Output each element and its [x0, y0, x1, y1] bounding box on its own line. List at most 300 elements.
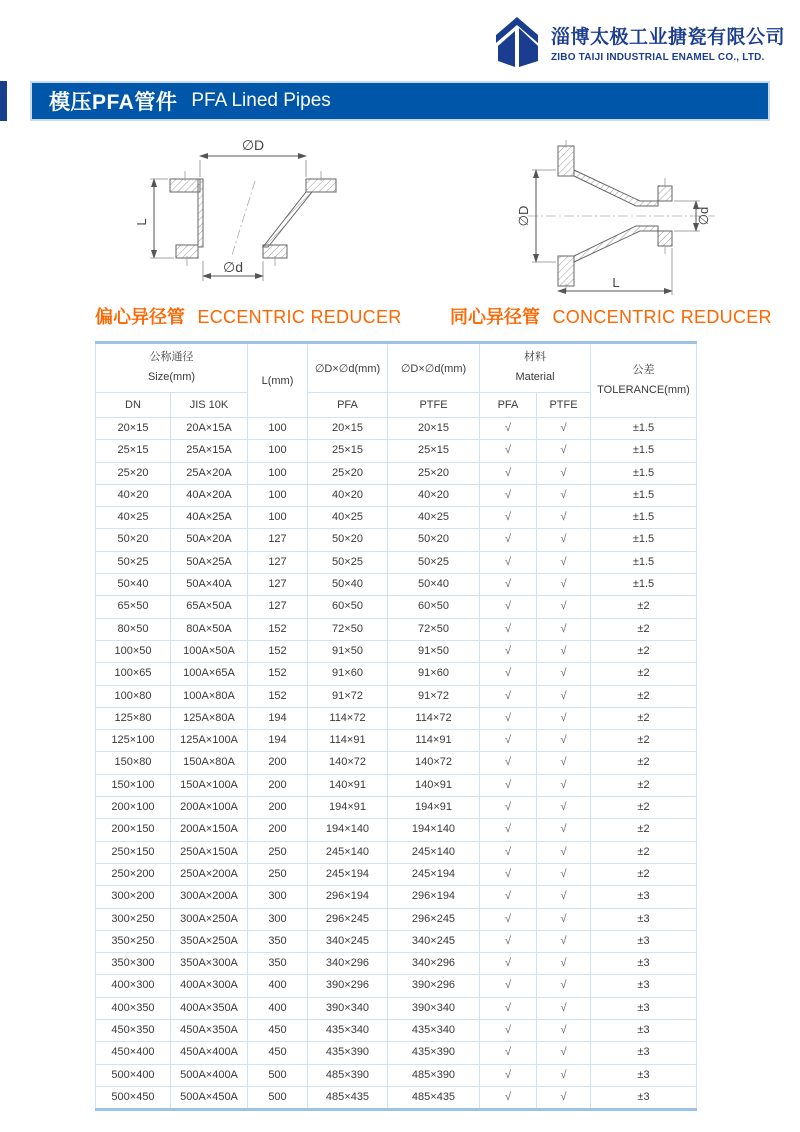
dim-label-od-small: ∅d [696, 206, 711, 226]
cell-mat-pfa: √ [480, 953, 537, 975]
cell-dn: 50×40 [96, 574, 171, 596]
cell-jis: 350A×300A [171, 953, 248, 975]
cell-mat-pfa: √ [480, 574, 537, 596]
cell-pfa-dim: 50×40 [308, 574, 388, 596]
cell-tolerance: ±3 [591, 953, 697, 975]
cell-l: 300 [248, 908, 308, 930]
cell-mat-ptfe: √ [537, 975, 591, 997]
table-row [96, 774, 697, 796]
cell-l: 300 [248, 886, 308, 908]
cell-jis: 250A×200A [171, 863, 248, 885]
cell-pfa-dim: 20×15 [308, 418, 388, 440]
table-row [96, 863, 697, 885]
cell-jis: 500A×450A [171, 1086, 248, 1109]
cell-mat-pfa: √ [480, 1020, 537, 1042]
cell-dn: 400×300 [96, 975, 171, 997]
cell-mat-ptfe: √ [537, 484, 591, 506]
table-row [96, 418, 697, 440]
page-title-en: PFA Lined Pipes [191, 90, 331, 111]
cell-mat-ptfe: √ [537, 863, 591, 885]
cell-dn: 300×200 [96, 886, 171, 908]
table-header-row-1 [96, 343, 697, 393]
cell-ptfe-dim: 340×296 [388, 953, 480, 975]
table-row [96, 752, 697, 774]
cell-tolerance: ±1.5 [591, 529, 697, 551]
cell-dn: 150×80 [96, 752, 171, 774]
cell-mat-ptfe: √ [537, 1086, 591, 1109]
cell-dn: 250×200 [96, 863, 171, 885]
cell-l: 194 [248, 730, 308, 752]
cell-dn: 250×150 [96, 841, 171, 863]
cell-mat-pfa: √ [480, 640, 537, 662]
cell-tolerance: ±3 [591, 886, 697, 908]
cell-dn: 150×100 [96, 774, 171, 796]
cell-pfa-dim: 435×340 [308, 1020, 388, 1042]
cell-mat-pfa: √ [480, 440, 537, 462]
table-row [96, 484, 697, 506]
cell-mat-ptfe: √ [537, 774, 591, 796]
cell-pfa-dim: 340×245 [308, 930, 388, 952]
cell-l: 450 [248, 1042, 308, 1064]
cell-tolerance: ±2 [591, 640, 697, 662]
header-pfa-sub: PFA [308, 393, 388, 418]
cell-tolerance: ±2 [591, 819, 697, 841]
cell-tolerance: ±3 [591, 997, 697, 1019]
table-row [96, 1086, 697, 1109]
cell-mat-ptfe: √ [537, 953, 591, 975]
cell-jis: 200A×150A [171, 819, 248, 841]
header-tolerance-en: TOLERANCE(mm) [597, 383, 690, 396]
cell-pfa-dim: 114×72 [308, 707, 388, 729]
header-l: L(mm) [248, 343, 308, 418]
cell-mat-ptfe: √ [537, 440, 591, 462]
cell-pfa-dim: 91×72 [308, 685, 388, 707]
cell-jis: 100A×50A [171, 640, 248, 662]
cell-mat-pfa: √ [480, 730, 537, 752]
cell-l: 127 [248, 529, 308, 551]
cell-tolerance: ±3 [591, 1042, 697, 1064]
cell-dn: 500×400 [96, 1064, 171, 1086]
cell-mat-pfa: √ [480, 930, 537, 952]
cell-jis: 50A×25A [171, 551, 248, 573]
cell-jis: 125A×80A [171, 707, 248, 729]
cell-l: 200 [248, 774, 308, 796]
page-title-cn: 模压PFA管件 [49, 91, 178, 114]
cell-pfa-dim: 296×194 [308, 886, 388, 908]
cell-pfa-dim: 140×72 [308, 752, 388, 774]
header-pfa-dim: ∅D×∅d(mm) [308, 343, 388, 393]
cell-tolerance: ±3 [591, 975, 697, 997]
cell-tolerance: ±1.5 [591, 462, 697, 484]
cell-mat-ptfe: √ [537, 886, 591, 908]
cell-ptfe-dim: 435×390 [388, 1042, 480, 1064]
cell-jis: 450A×400A [171, 1042, 248, 1064]
cell-mat-ptfe: √ [537, 797, 591, 819]
cell-jis: 25A×20A [171, 462, 248, 484]
table-row [96, 1064, 697, 1086]
cell-ptfe-dim: 50×40 [388, 574, 480, 596]
table-row [96, 707, 697, 729]
table-row [96, 440, 697, 462]
cell-ptfe-dim: 296×194 [388, 886, 480, 908]
cell-l: 400 [248, 997, 308, 1019]
cell-jis: 40A×25A [171, 507, 248, 529]
cell-l: 100 [248, 418, 308, 440]
cell-ptfe-dim: 435×340 [388, 1020, 480, 1042]
cell-dn: 20×15 [96, 418, 171, 440]
cell-dn: 100×50 [96, 640, 171, 662]
cell-pfa-dim: 390×340 [308, 997, 388, 1019]
cell-tolerance: ±2 [591, 707, 697, 729]
cell-l: 200 [248, 819, 308, 841]
cell-ptfe-dim: 485×390 [388, 1064, 480, 1086]
cell-pfa-dim: 60×50 [308, 596, 388, 618]
cell-jis: 50A×40A [171, 574, 248, 596]
cell-ptfe-dim: 296×245 [388, 908, 480, 930]
cell-jis: 250A×150A [171, 841, 248, 863]
cell-dn: 125×100 [96, 730, 171, 752]
table-row [96, 1042, 697, 1064]
cell-l: 500 [248, 1086, 308, 1109]
cell-pfa-dim: 485×435 [308, 1086, 388, 1109]
cell-ptfe-dim: 40×20 [388, 484, 480, 506]
cell-mat-pfa: √ [480, 1042, 537, 1064]
header-size-group [96, 343, 248, 393]
cell-tolerance: ±2 [591, 774, 697, 796]
cell-l: 127 [248, 551, 308, 573]
cell-tolerance: ±1.5 [591, 507, 697, 529]
cell-mat-ptfe: √ [537, 752, 591, 774]
cell-ptfe-dim: 91×50 [388, 640, 480, 662]
table-row [96, 953, 697, 975]
table-row [96, 663, 697, 685]
header-size-group-cn: 公称通径 [149, 351, 194, 364]
cell-tolerance: ±1.5 [591, 574, 697, 596]
cell-l: 152 [248, 685, 308, 707]
cell-ptfe-dim: 340×245 [388, 930, 480, 952]
cell-jis: 125A×100A [171, 730, 248, 752]
cell-pfa-dim: 485×390 [308, 1064, 388, 1086]
cell-pfa-dim: 435×390 [308, 1042, 388, 1064]
cell-mat-ptfe: √ [537, 730, 591, 752]
cell-mat-pfa: √ [480, 551, 537, 573]
cell-dn: 500×450 [96, 1086, 171, 1109]
cell-dn: 450×400 [96, 1042, 171, 1064]
cell-ptfe-dim: 91×72 [388, 685, 480, 707]
cell-dn: 100×65 [96, 663, 171, 685]
table-row [96, 975, 697, 997]
header-mat-pfa: PFA [480, 393, 537, 418]
cell-jis: 450A×350A [171, 1020, 248, 1042]
cell-mat-pfa: √ [480, 997, 537, 1019]
cell-mat-pfa: √ [480, 1064, 537, 1086]
concentric-caption [450, 303, 772, 329]
cell-jis: 150A×100A [171, 774, 248, 796]
cell-jis: 400A×350A [171, 997, 248, 1019]
cell-tolerance: ±2 [591, 863, 697, 885]
cell-ptfe-dim: 60×50 [388, 596, 480, 618]
cell-pfa-dim: 245×194 [308, 863, 388, 885]
cell-pfa-dim: 91×60 [308, 663, 388, 685]
cell-jis: 65A×50A [171, 596, 248, 618]
cell-l: 450 [248, 1020, 308, 1042]
cell-l: 200 [248, 797, 308, 819]
cell-mat-ptfe: √ [537, 841, 591, 863]
cell-mat-pfa: √ [480, 975, 537, 997]
cell-pfa-dim: 245×140 [308, 841, 388, 863]
cell-dn: 125×80 [96, 707, 171, 729]
table-row [96, 1020, 697, 1042]
eccentric-caption-en: ECCENTRIC REDUCER [197, 307, 402, 327]
cell-ptfe-dim: 194×140 [388, 819, 480, 841]
cell-mat-pfa: √ [480, 797, 537, 819]
concentric-caption-en: CONCENTRIC REDUCER [552, 307, 772, 327]
cell-mat-pfa: √ [480, 819, 537, 841]
cell-mat-pfa: √ [480, 863, 537, 885]
cell-dn: 25×15 [96, 440, 171, 462]
table-row [96, 730, 697, 752]
cell-mat-pfa: √ [480, 774, 537, 796]
cell-mat-pfa: √ [480, 507, 537, 529]
cell-jis: 40A×20A [171, 484, 248, 506]
dim-label-l: L [612, 275, 620, 290]
cell-mat-pfa: √ [480, 484, 537, 506]
cell-tolerance: ±2 [591, 618, 697, 640]
cell-dn: 400×350 [96, 997, 171, 1019]
cell-l: 100 [248, 484, 308, 506]
cell-ptfe-dim: 390×296 [388, 975, 480, 997]
cell-mat-ptfe: √ [537, 507, 591, 529]
header-size-group-en: Size(mm) [147, 371, 196, 383]
cell-pfa-dim: 40×20 [308, 484, 388, 506]
cell-mat-pfa: √ [480, 663, 537, 685]
cell-jis: 20A×15A [171, 418, 248, 440]
eccentric-caption [95, 303, 402, 329]
cell-mat-ptfe: √ [537, 930, 591, 952]
cell-ptfe-dim: 245×140 [388, 841, 480, 863]
cell-tolerance: ±2 [591, 596, 697, 618]
table-row [96, 908, 697, 930]
company-name-cn: 淄博太极工业搪瓷有限公司 [551, 26, 786, 48]
cell-mat-pfa: √ [480, 462, 537, 484]
concentric-caption-cn: 同心异径管 [450, 307, 540, 327]
cell-ptfe-dim: 194×91 [388, 797, 480, 819]
cell-ptfe-dim: 20×15 [388, 418, 480, 440]
cell-ptfe-dim: 140×72 [388, 752, 480, 774]
cell-ptfe-dim: 114×91 [388, 730, 480, 752]
cell-mat-ptfe: √ [537, 618, 591, 640]
cell-tolerance: ±3 [591, 908, 697, 930]
cell-jis: 80A×50A [171, 618, 248, 640]
header-jis: JIS 10K [171, 393, 248, 418]
cell-tolerance: ±1.5 [591, 551, 697, 573]
cell-jis: 150A×80A [171, 752, 248, 774]
cell-pfa-dim: 296×245 [308, 908, 388, 930]
cell-ptfe-dim: 245×194 [388, 863, 480, 885]
cell-jis: 100A×80A [171, 685, 248, 707]
cell-l: 100 [248, 440, 308, 462]
cell-tolerance: ±3 [591, 1020, 697, 1042]
table-row [96, 529, 697, 551]
cell-mat-ptfe: √ [537, 908, 591, 930]
cell-mat-ptfe: √ [537, 596, 591, 618]
cell-mat-pfa: √ [480, 886, 537, 908]
cell-pfa-dim: 140×91 [308, 774, 388, 796]
banner-left-tab [0, 81, 7, 121]
dim-label-od: ∅D [516, 205, 531, 227]
company-logo-icon [492, 15, 542, 69]
cell-pfa-dim: 25×20 [308, 462, 388, 484]
cell-pfa-dim: 40×25 [308, 507, 388, 529]
cell-pfa-dim: 72×50 [308, 618, 388, 640]
table-row [96, 551, 697, 573]
cell-l: 400 [248, 975, 308, 997]
concentric-reducer-drawing [500, 140, 750, 298]
cell-pfa-dim: 25×15 [308, 440, 388, 462]
company-name-en: ZIBO TAIJI INDUSTRIAL ENAMEL CO., LTD. [551, 51, 765, 63]
cell-l: 250 [248, 841, 308, 863]
header-ptfe-dim: ∅D×∅d(mm) [388, 343, 480, 393]
cell-mat-ptfe: √ [537, 640, 591, 662]
cell-ptfe-dim: 390×340 [388, 997, 480, 1019]
table-row [96, 574, 697, 596]
cell-mat-ptfe: √ [537, 685, 591, 707]
cell-ptfe-dim: 140×91 [388, 774, 480, 796]
header-mat-ptfe: PTFE [537, 393, 591, 418]
cell-l: 100 [248, 462, 308, 484]
cell-tolerance: ±2 [591, 797, 697, 819]
cell-l: 200 [248, 752, 308, 774]
cell-mat-pfa: √ [480, 685, 537, 707]
header-dn: DN [96, 393, 171, 418]
cell-dn: 65×50 [96, 596, 171, 618]
cell-mat-pfa: √ [480, 618, 537, 640]
header-material-group [480, 343, 591, 393]
table-row [96, 618, 697, 640]
cell-dn: 40×25 [96, 507, 171, 529]
table-row [96, 507, 697, 529]
cell-mat-ptfe: √ [537, 418, 591, 440]
cell-tolerance: ±1.5 [591, 484, 697, 506]
cell-jis: 300A×250A [171, 908, 248, 930]
header-ptfe-sub: PTFE [388, 393, 480, 418]
table-row [96, 886, 697, 908]
cell-mat-ptfe: √ [537, 663, 591, 685]
cell-jis: 50A×20A [171, 529, 248, 551]
header-tolerance-cn: 公差 [632, 363, 655, 376]
table-row [96, 640, 697, 662]
table-body [96, 418, 697, 1110]
cell-jis: 400A×300A [171, 975, 248, 997]
cell-mat-pfa: √ [480, 529, 537, 551]
header-material-en: Material [515, 371, 555, 383]
dim-label-od-small: ∅d [223, 259, 243, 275]
cell-mat-pfa: √ [480, 841, 537, 863]
table-row [96, 462, 697, 484]
cell-dn: 50×20 [96, 529, 171, 551]
table-row [96, 930, 697, 952]
spec-table [95, 341, 697, 1111]
table-row [96, 819, 697, 841]
cell-mat-pfa: √ [480, 752, 537, 774]
cell-l: 350 [248, 930, 308, 952]
cell-jis: 200A×100A [171, 797, 248, 819]
cell-mat-ptfe: √ [537, 819, 591, 841]
eccentric-caption-cn: 偏心异径管 [95, 307, 185, 327]
cell-ptfe-dim: 25×15 [388, 440, 480, 462]
cell-jis: 500A×400A [171, 1064, 248, 1086]
cell-tolerance: ±2 [591, 685, 697, 707]
cell-l: 350 [248, 953, 308, 975]
cell-pfa-dim: 390×296 [308, 975, 388, 997]
cell-pfa-dim: 50×25 [308, 551, 388, 573]
cell-pfa-dim: 50×20 [308, 529, 388, 551]
cell-dn: 300×250 [96, 908, 171, 930]
cell-pfa-dim: 194×140 [308, 819, 388, 841]
cell-dn: 200×100 [96, 797, 171, 819]
cell-mat-ptfe: √ [537, 1064, 591, 1086]
cell-tolerance: ±2 [591, 663, 697, 685]
cell-pfa-dim: 114×91 [308, 730, 388, 752]
cell-dn: 25×20 [96, 462, 171, 484]
cell-mat-ptfe: √ [537, 1020, 591, 1042]
company-header [492, 15, 785, 69]
cell-tolerance: ±2 [591, 730, 697, 752]
cell-l: 152 [248, 618, 308, 640]
cell-dn: 200×150 [96, 819, 171, 841]
cell-tolerance: ±1.5 [591, 440, 697, 462]
page-title-banner [30, 81, 770, 121]
cell-mat-ptfe: √ [537, 574, 591, 596]
eccentric-reducer-drawing [128, 135, 390, 293]
cell-l: 152 [248, 640, 308, 662]
cell-dn: 100×80 [96, 685, 171, 707]
cell-ptfe-dim: 72×50 [388, 618, 480, 640]
cell-l: 152 [248, 663, 308, 685]
cell-dn: 350×300 [96, 953, 171, 975]
table-row [96, 797, 697, 819]
cell-l: 100 [248, 507, 308, 529]
cell-pfa-dim: 194×91 [308, 797, 388, 819]
cell-l: 194 [248, 707, 308, 729]
header-tolerance [591, 343, 697, 418]
dim-label-l: L [134, 218, 149, 226]
cell-tolerance: ±2 [591, 841, 697, 863]
cell-jis: 100A×65A [171, 663, 248, 685]
cell-ptfe-dim: 25×20 [388, 462, 480, 484]
cell-tolerance: ±3 [591, 1064, 697, 1086]
table-row [96, 685, 697, 707]
table-row [96, 997, 697, 1019]
cell-pfa-dim: 340×296 [308, 953, 388, 975]
cell-ptfe-dim: 114×72 [388, 707, 480, 729]
cell-dn: 50×25 [96, 551, 171, 573]
cell-mat-pfa: √ [480, 596, 537, 618]
cell-mat-pfa: √ [480, 1086, 537, 1109]
cell-l: 250 [248, 863, 308, 885]
table-row [96, 841, 697, 863]
cell-dn: 450×350 [96, 1020, 171, 1042]
table-row [96, 596, 697, 618]
cell-mat-ptfe: √ [537, 707, 591, 729]
cell-mat-pfa: √ [480, 908, 537, 930]
cell-ptfe-dim: 40×25 [388, 507, 480, 529]
cell-mat-ptfe: √ [537, 551, 591, 573]
cell-tolerance: ±3 [591, 930, 697, 952]
cell-mat-pfa: √ [480, 707, 537, 729]
cell-dn: 350×250 [96, 930, 171, 952]
cell-ptfe-dim: 50×25 [388, 551, 480, 573]
